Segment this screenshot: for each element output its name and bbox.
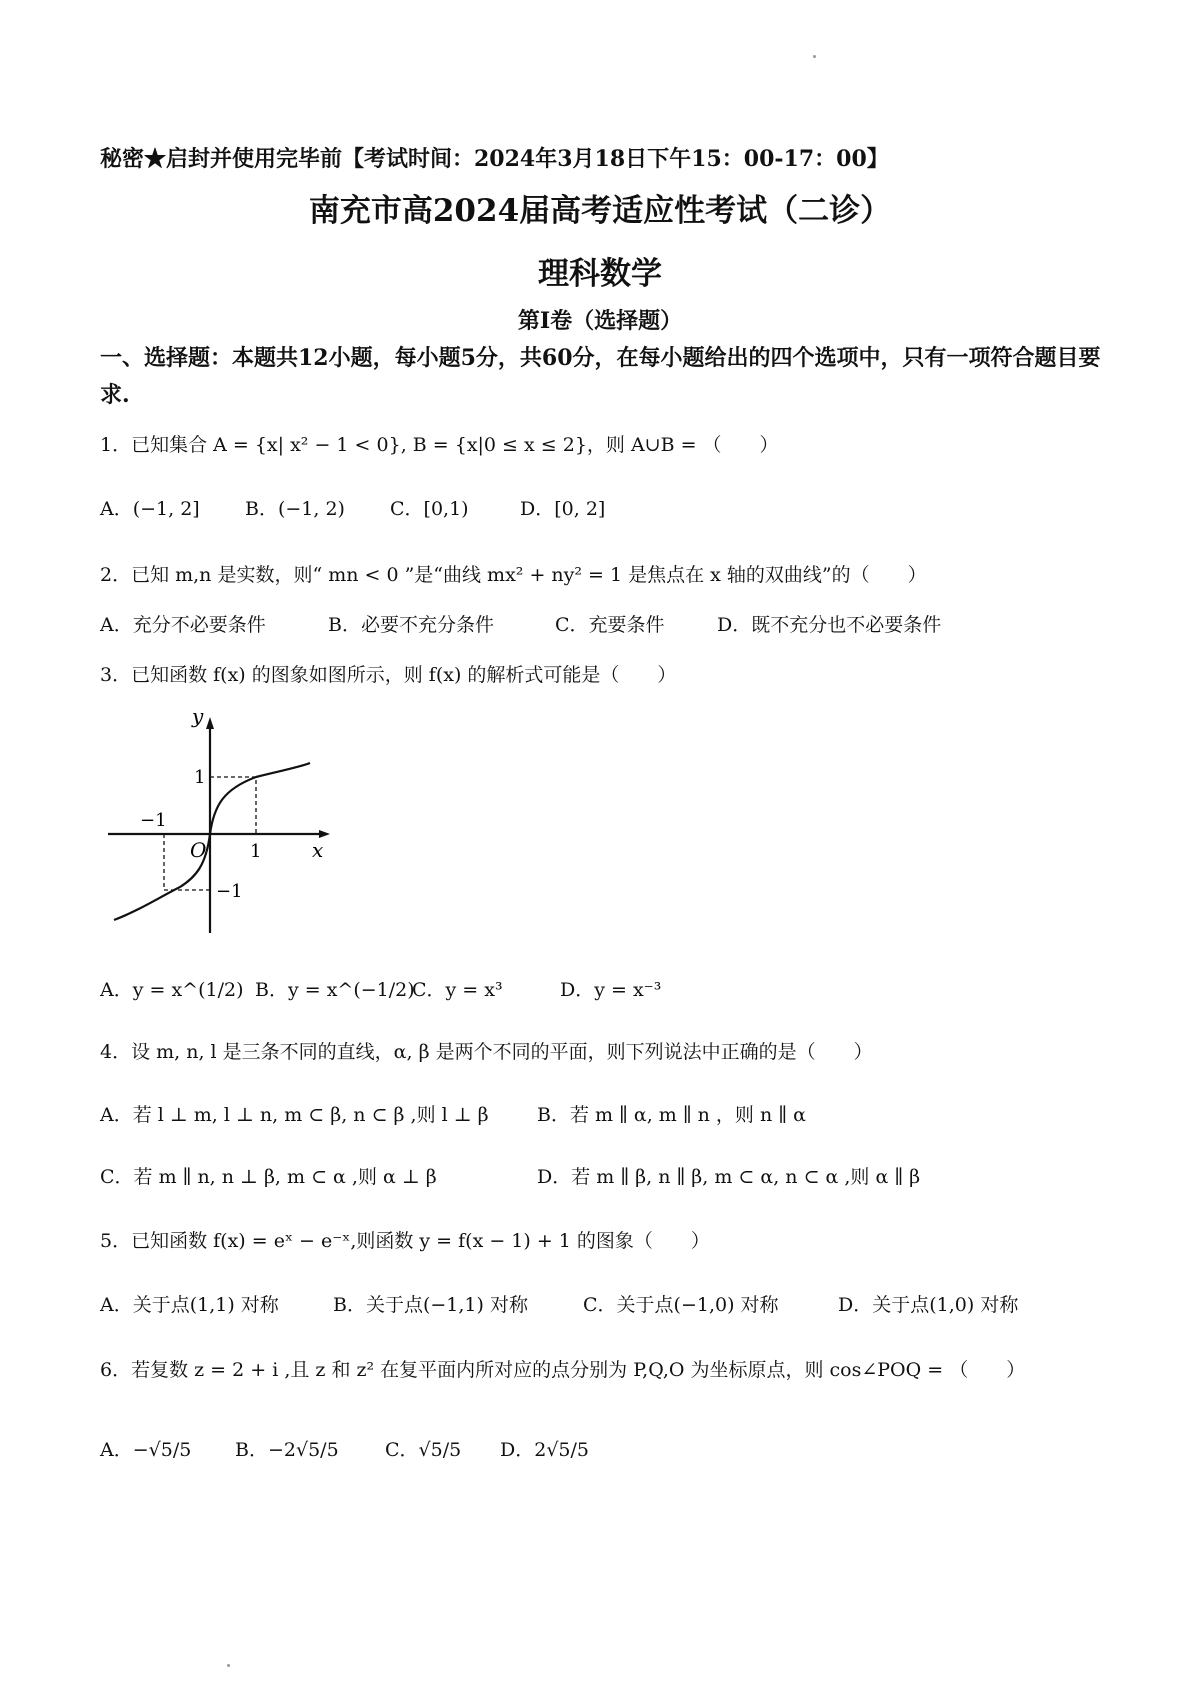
q2-option-d[interactable]: D．既不充分也不必要条件 bbox=[717, 614, 942, 636]
y-axis-label: y bbox=[192, 705, 204, 728]
q2-option-b[interactable]: B．必要不充分条件 bbox=[328, 614, 494, 636]
q2-option-c[interactable]: C．充要条件 bbox=[555, 614, 665, 636]
volume-title: 第Ⅰ卷（选择题） bbox=[517, 308, 683, 334]
q3-option-d[interactable]: D．y = x⁻³ bbox=[560, 979, 662, 1001]
x-tick-one: 1 bbox=[250, 841, 262, 862]
y-axis-arrow bbox=[206, 717, 214, 729]
q2-option-a[interactable]: A．充分不必要条件 bbox=[100, 614, 266, 636]
q6-option-b[interactable]: B．−2√5/5 bbox=[235, 1439, 339, 1461]
q4-option-a[interactable]: A．若 l ⊥ m, l ⊥ n, m ⊂ β, n ⊂ β ,则 l ⊥ β bbox=[100, 1104, 489, 1126]
section-instructions: 一、选择题：本题共12小题，每小题5分，共60分，在每小题给出的四个选项中，只有一项符合题目要求. bbox=[100, 345, 1101, 408]
question-1-stem: 1．已知集合 A = {x| x² − 1 < 0}, B = {x|0 ≤ x ≤ 2}，则 A∪B = （ ） bbox=[100, 434, 779, 456]
x-axis-arrow bbox=[319, 830, 330, 838]
origin-label: O bbox=[190, 838, 207, 862]
q3-option-c[interactable]: C．y = x³ bbox=[412, 979, 503, 1001]
question-4-options-row-2 bbox=[100, 1162, 1100, 1192]
question-2-stem: 2．已知 m,n 是实数，则“ mn < 0 ”是“曲线 mx² + ny² = 1 是焦点在 x 轴的双曲线”的（ ） bbox=[100, 564, 927, 586]
question-5-options bbox=[100, 1290, 1100, 1320]
q3-option-a[interactable]: A．y = x^(1/2) bbox=[100, 979, 244, 1001]
question-4-stem: 4．设 m, n, l 是三条不同的直线，α, β 是两个不同的平面，则下列说法中正确的是（ ） bbox=[100, 1041, 873, 1063]
q1-option-a[interactable]: A．(−1, 2] bbox=[100, 498, 200, 520]
guide-positive bbox=[210, 777, 256, 834]
scan-speck bbox=[227, 1664, 230, 1667]
question-3-stem: 3．已知函数 f(x) 的图象如图所示，则 f(x) 的解析式可能是（ ） bbox=[100, 664, 677, 686]
subject-title: 理科数学 bbox=[538, 256, 662, 292]
q6-option-a[interactable]: A．−√5/5 bbox=[100, 1439, 192, 1461]
q4-option-b[interactable]: B．若 m ∥ α, m ∥ n ，则 n ∥ α bbox=[537, 1104, 806, 1126]
y-tick-one: 1 bbox=[194, 767, 206, 788]
question-6-stem: 6．若复数 z = 2 + i ,且 z 和 z² 在复平面内所对应的点分别为 P,Q,O 为坐标原点，则 cos∠POQ = （ ） bbox=[100, 1359, 1026, 1381]
scan-speck bbox=[813, 55, 816, 58]
q5-option-d[interactable]: D．关于点(1,0) 对称 bbox=[838, 1294, 1019, 1316]
q1-option-b[interactable]: B．(−1, 2) bbox=[245, 498, 345, 520]
y-tick-minus-one: −1 bbox=[216, 881, 243, 902]
question-4-options-row-1 bbox=[100, 1100, 1100, 1130]
function-curve bbox=[114, 763, 310, 920]
q1-option-d[interactable]: D．[0, 2] bbox=[520, 498, 606, 520]
q3-option-b[interactable]: B．y = x^(−1/2) bbox=[255, 979, 415, 1001]
exam-time-note: 秘密★启封并使用完毕前【考试时间：2024年3月18日下午15：00-17：00】 bbox=[100, 146, 889, 172]
q5-option-c[interactable]: C．关于点(−1,0) 对称 bbox=[583, 1294, 779, 1316]
question-6-options bbox=[100, 1435, 1100, 1475]
q4-option-c[interactable]: C．若 m ∥ n, n ⊥ β, m ⊂ α ,则 α ⊥ β bbox=[100, 1166, 437, 1188]
question-3-options bbox=[100, 975, 1100, 1015]
function-graph-figure bbox=[100, 705, 340, 940]
q5-option-a[interactable]: A．关于点(1,1) 对称 bbox=[100, 1294, 279, 1316]
x-tick-minus-one: −1 bbox=[140, 810, 167, 831]
q6-option-c[interactable]: C．√5/5 bbox=[385, 1439, 462, 1461]
q5-option-b[interactable]: B．关于点(−1,1) 对称 bbox=[333, 1294, 528, 1316]
question-5-stem: 5．已知函数 f(x) = eˣ − e⁻ˣ,则函数 y = f(x − 1) + 1 的图象（ ） bbox=[100, 1230, 710, 1252]
question-1-options bbox=[100, 494, 1100, 524]
question-2-options bbox=[100, 610, 1100, 640]
x-axis-label: x bbox=[312, 838, 324, 862]
q4-option-d[interactable]: D．若 m ∥ β, n ∥ β, m ⊂ α, n ⊂ α ,则 α ∥ β bbox=[537, 1166, 921, 1188]
q6-option-d[interactable]: D．2√5/5 bbox=[500, 1439, 590, 1461]
q1-option-c[interactable]: C．[0,1) bbox=[390, 498, 469, 520]
exam-title: 南充市高2024届高考适应性考试（二诊） bbox=[308, 193, 892, 229]
